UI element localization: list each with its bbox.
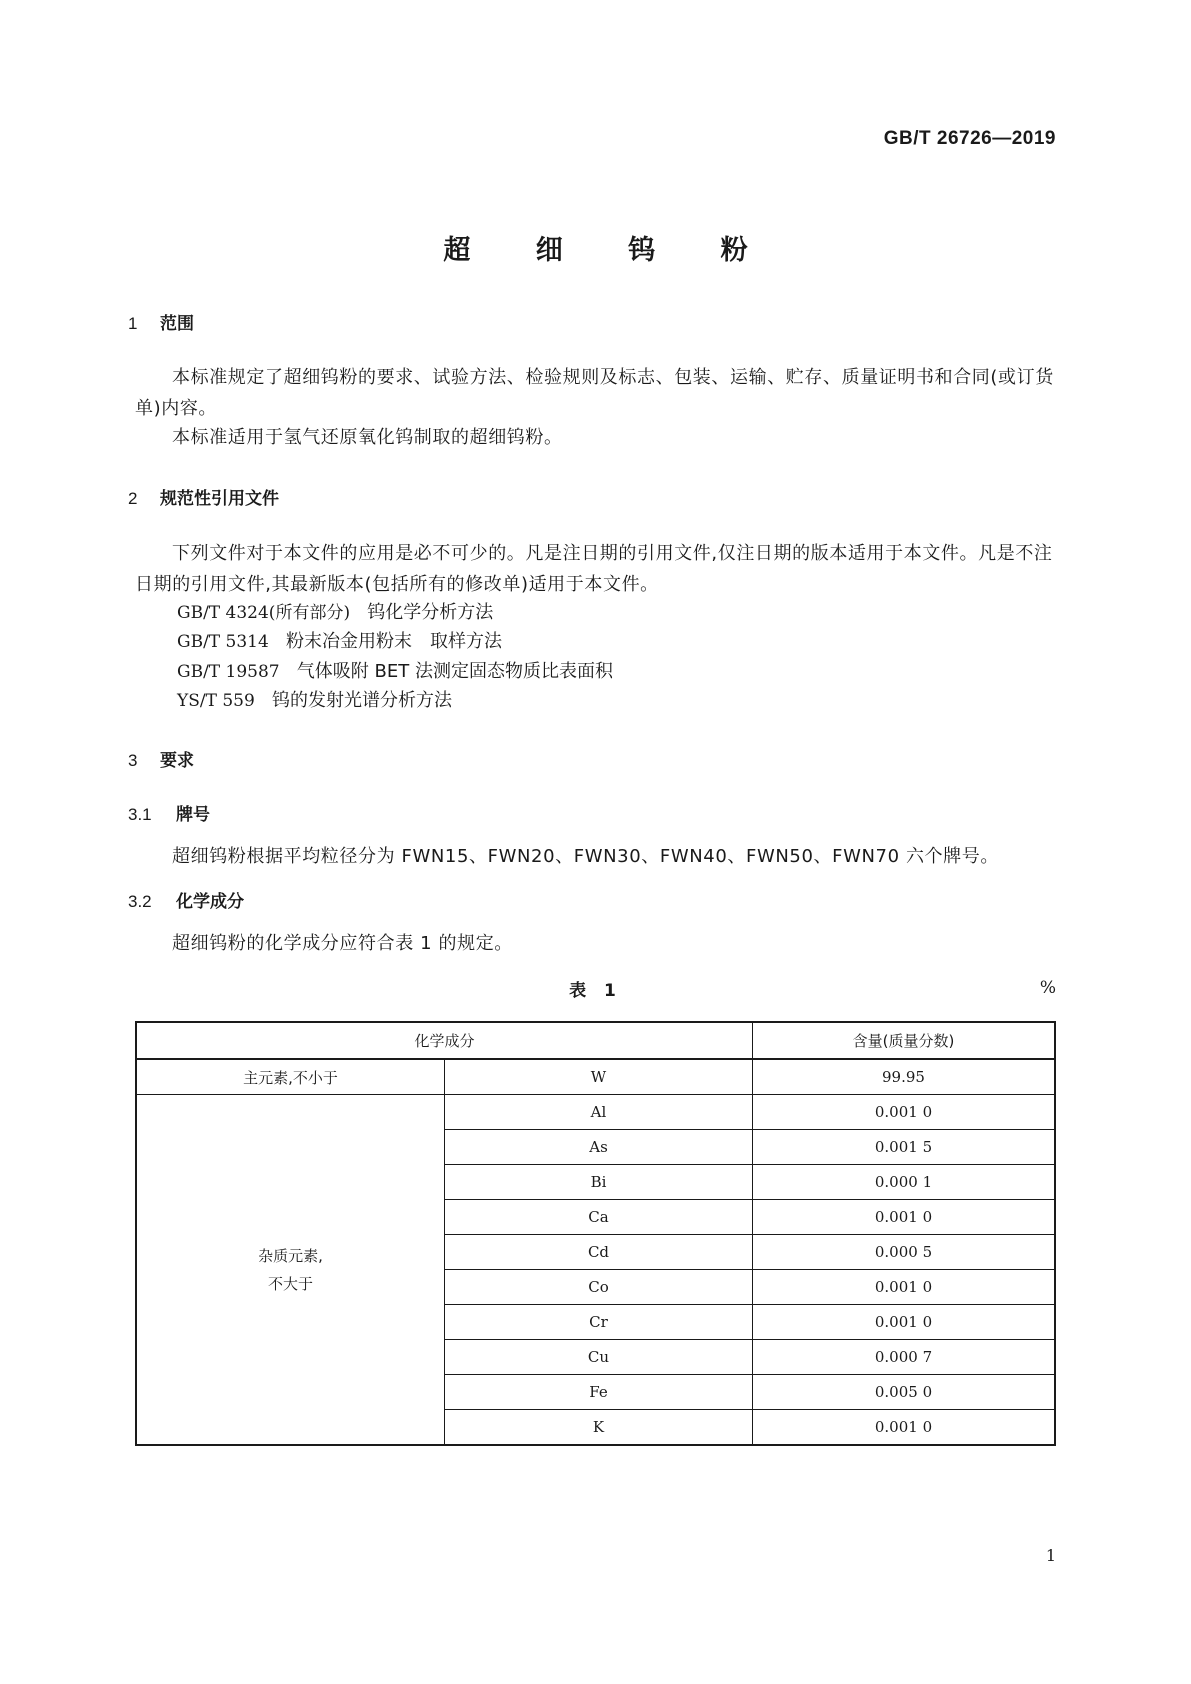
content-value: 0.000 1: [753, 1165, 1056, 1200]
impurity-label-line-2: 不大于: [267, 1274, 313, 1293]
reference-item: [177, 627, 502, 653]
refs-intro-paragraph: [135, 538, 1060, 600]
main-element-label: 主元素,不小于: [136, 1059, 445, 1095]
content-value: 0.001 0: [753, 1410, 1056, 1446]
reference-item: [177, 686, 452, 712]
section-title: 规范性引用文件: [160, 489, 279, 509]
table-row: [136, 1095, 1055, 1130]
content-value: 99.95: [753, 1059, 1056, 1095]
element-symbol: Cu: [445, 1340, 753, 1375]
section-1-heading: [128, 309, 194, 334]
element-symbol: Cr: [445, 1305, 753, 1340]
content-value: 0.001 0: [753, 1200, 1056, 1235]
page-number: 1: [1045, 1546, 1056, 1565]
reference-title: 粉末冶金用粉末 取样方法: [285, 631, 502, 652]
chemistry-paragraph: [135, 928, 1060, 959]
reference-item: [177, 598, 493, 624]
content-value: 0.001 0: [753, 1305, 1056, 1340]
element-symbol: K: [445, 1410, 753, 1446]
section-number: 2: [128, 489, 138, 508]
scope-text-1: 本标准规定了超细钨粉的要求、试验方法、检验规则及标志、包装、运输、贮存、质量证明书和合同(或订货单)内容。: [135, 367, 1054, 419]
impurity-label: [136, 1095, 445, 1446]
content-value: 0.005 0: [753, 1375, 1056, 1410]
reference-title: 钨的发射光谱分析方法: [271, 690, 452, 711]
element-symbol: Ca: [445, 1200, 753, 1235]
section-title: 范围: [160, 314, 194, 334]
section-number: 1: [128, 314, 138, 333]
section-title: 牌号: [176, 805, 210, 825]
element-symbol: Al: [445, 1095, 753, 1130]
scope-paragraph-1: [135, 362, 1060, 424]
element-symbol: As: [445, 1130, 753, 1165]
section-number: 3.2: [128, 892, 152, 911]
content-value: 0.000 7: [753, 1340, 1056, 1375]
reference-item: [177, 657, 613, 683]
content-value: 0.000 5: [753, 1235, 1056, 1270]
reference-title: 钨化学分析方法: [367, 602, 494, 623]
standard-code: GB/T 26726—2019: [883, 128, 1056, 149]
element-symbol: Fe: [445, 1375, 753, 1410]
chemical-composition-table: [135, 1021, 1056, 1446]
reference-title: 气体吸附 BET 法测定固态物质比表面积: [296, 661, 613, 682]
header-component: 化学成分: [136, 1022, 753, 1059]
table-unit: %: [1039, 978, 1056, 998]
section-3-1-heading: [128, 800, 210, 825]
element-symbol: Cd: [445, 1235, 753, 1270]
grade-paragraph: [135, 841, 1060, 872]
section-2-heading: [128, 484, 279, 509]
element-symbol: W: [445, 1059, 753, 1095]
grade-text: 超细钨粉根据平均粒径分为 FWN15、FWN20、FWN30、FWN40、FWN50、FWN70 六个牌号。: [172, 846, 999, 867]
scope-text-2: 本标准适用于氢气还原氧化钨制取的超细钨粉。: [172, 427, 563, 448]
table-row: [136, 1059, 1055, 1095]
element-symbol: Co: [445, 1270, 753, 1305]
table-caption: 表 1: [569, 981, 622, 1001]
scope-paragraph-2: [135, 422, 1060, 453]
header-content: 含量(质量分数): [753, 1022, 1056, 1059]
chemistry-text: 超细钨粉的化学成分应符合表 1 的规定。: [172, 933, 513, 954]
content-value: 0.001 0: [753, 1095, 1056, 1130]
section-number: 3: [128, 751, 138, 770]
content-value: 0.001 0: [753, 1270, 1056, 1305]
document-title: 超 细 钨 粉: [443, 235, 776, 266]
refs-intro-text: 下列文件对于本文件的应用是必不可少的。凡是注日期的引用文件,仅注日期的版本适用于本文件。凡是不注日期的引用文件,其最新版本(包括所有的修改单)适用于本文件。: [135, 543, 1053, 595]
element-symbol: Bi: [445, 1165, 753, 1200]
section-title: 要求: [160, 751, 194, 771]
section-number: 3.1: [128, 805, 152, 824]
content-value: 0.001 5: [753, 1130, 1056, 1165]
section-title: 化学成分: [176, 892, 244, 912]
reference-code: YS/T 559: [177, 691, 255, 711]
section-3-heading: [128, 746, 194, 771]
section-3-2-heading: [128, 887, 244, 912]
reference-code: GB/T 5314: [177, 632, 269, 652]
reference-code: GB/T 19587: [177, 662, 280, 682]
impurity-label-line-1: 杂质元素,: [258, 1246, 323, 1265]
reference-code: GB/T 4324(所有部分): [177, 603, 351, 623]
